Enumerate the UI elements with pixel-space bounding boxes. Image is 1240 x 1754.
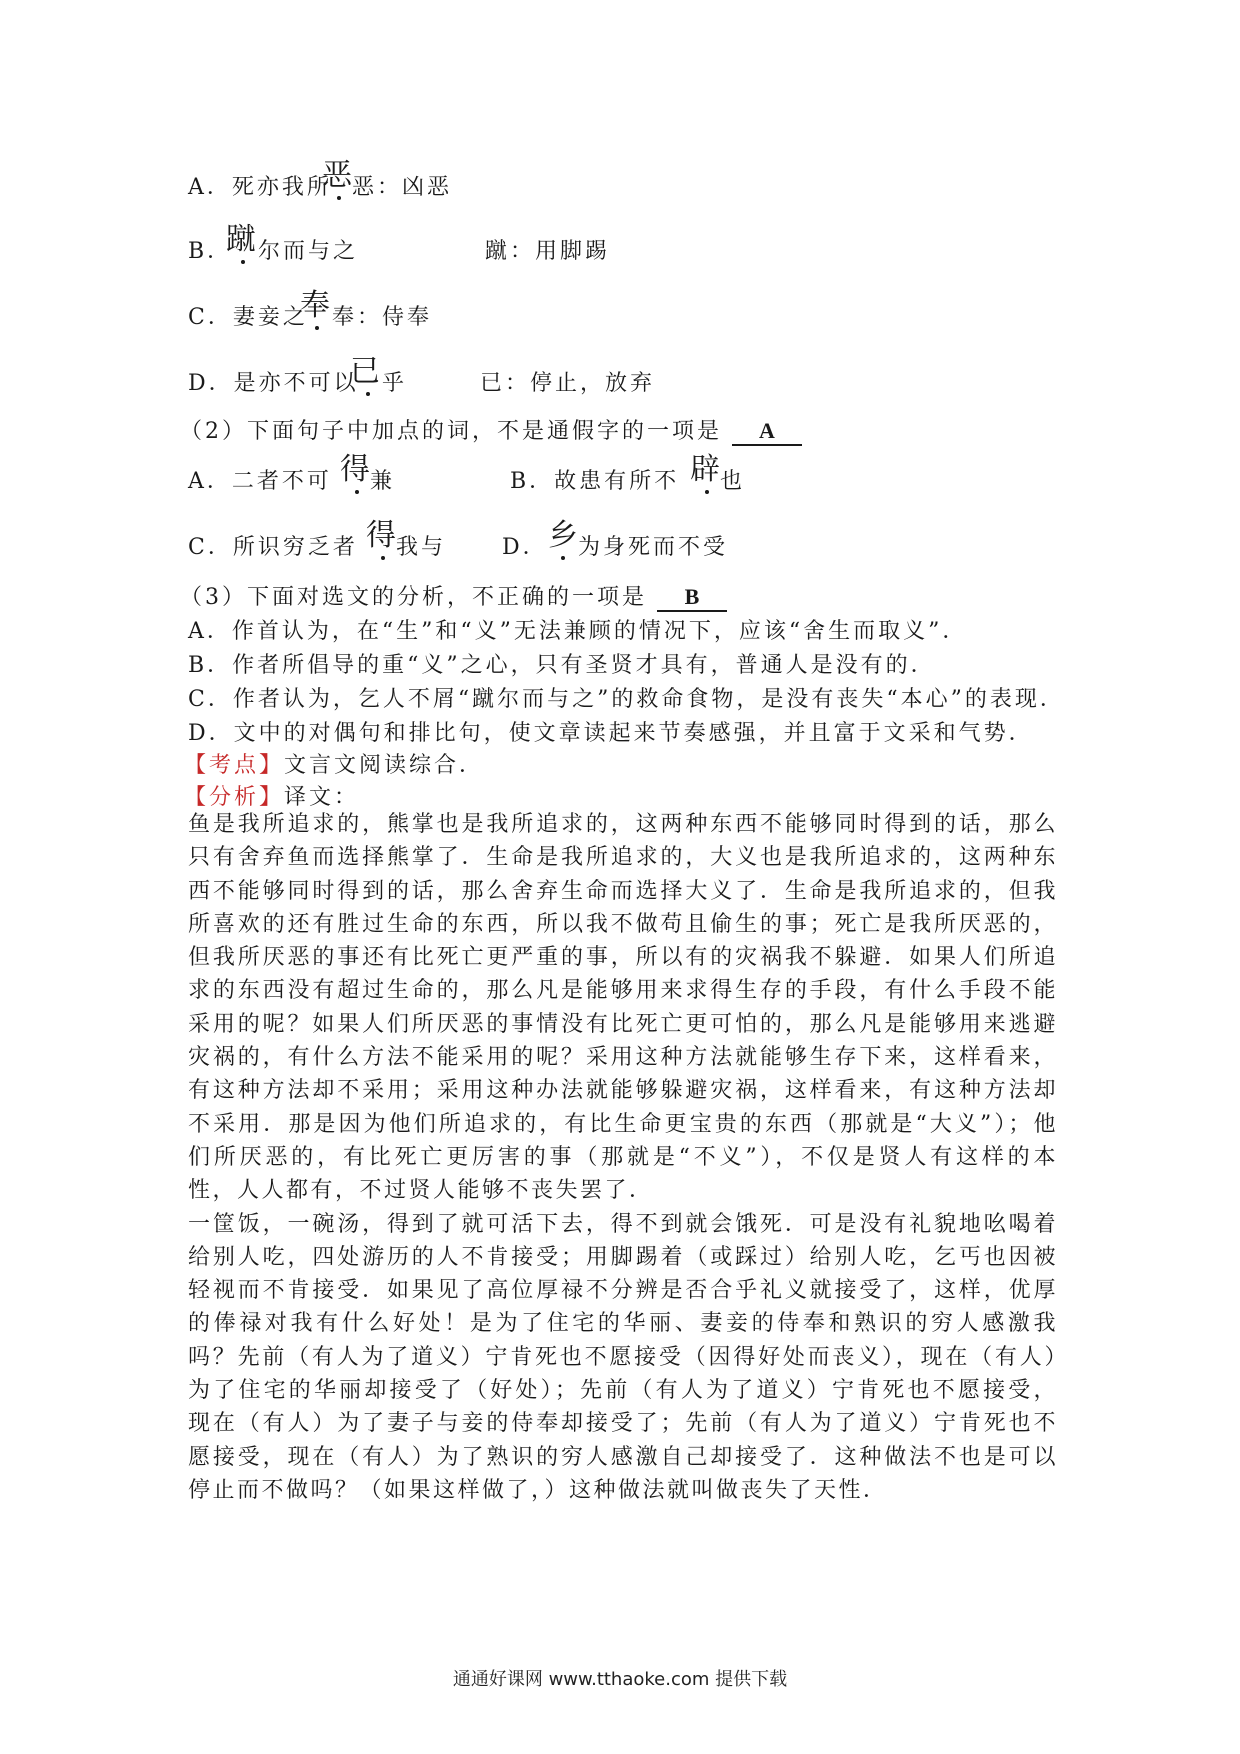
q2-option-c-suffix: 我与 (396, 535, 447, 560)
emphasis-dot (241, 260, 245, 264)
emphasis-dot (705, 490, 709, 494)
emphasis-dot (315, 326, 319, 330)
emphasis-dot (561, 556, 565, 560)
q2-option-a-big: 得 (340, 452, 370, 487)
q2-option-d-big: 乡 (548, 518, 578, 553)
q1-option-a-suffix: 恶：凶恶 (352, 175, 453, 200)
emphasis-dot (337, 196, 341, 200)
q3-question (180, 580, 727, 612)
fenxi-tag: 【分析】 (184, 785, 285, 810)
emphasis-dot (355, 490, 359, 494)
q1-option-a-prefix: A．死亦我所 (188, 175, 332, 200)
kaodian-line (184, 748, 484, 779)
fenxi-line (184, 780, 359, 811)
q2-option-d-prefix: D． (502, 535, 548, 560)
q3-option-d: D．文中的对偶句和排比句，使文章读起来节奏感强，并且富于文采和气势． (188, 721, 1034, 746)
q1-option-b-big: 蹴 (226, 222, 256, 257)
q2-option-a-suffix: 兼 (370, 469, 396, 494)
q2-option-c-big: 得 (366, 518, 396, 553)
q3-answer: B (657, 584, 727, 612)
q3-option-c: C．作者认为，乞人不屑“蹴尔而与之”的救命食物，是没有丧失“本心”的表现． (188, 687, 1065, 712)
kaodian-tag: 【考点】 (184, 753, 285, 778)
translation-paragraph-1: 鱼是我所追求的，熊掌也是我所追求的，这两种东西不能够同时得到的话，那么只有舍弃鱼而选择熊掌了．生命是我所追求的，大义也是我所追求的，这两种东西不能够同时得到的话，那么舍弃生命而选择大义了．生命是我所追求的，但我所喜欢的还有胜过生命的东西，所以我不做苟且偷生的事；死亡是我所厌恶的，但我所厌恶的事还有比死亡更严重的事，所以有的灾祸我不躲避．如果人们所追求的东西没有超过生命的，那么凡是能够用来求得生存的手段，有什么手段不能采用的呢？如果人们所厌恶的事情没有比死亡更可怕的，那么凡是能够用来逃避灾祸的，有什么方法不能采用的呢？采用这种方法就能够生存下来，这样看来，有这种方法却不采用；采用这种办法就能够躲避灾祸，这样看来，有这种方法却不采用．那是因为他们所追求的，有比生命更宝贵的东西（那就是“大义”）；他们所厌恶的，有比死亡更厉害的事（那就是“不义”），不仅是贤人有这样的本性，人人都有，不过贤人能够不丧失罢了． (188, 812, 1058, 1204)
q2-question (180, 414, 802, 446)
q1-option-c-prefix: C．妻妾之 (188, 305, 308, 330)
q2-question-text: （2）下面句子中加点的词，不是通假字的一项是 (180, 419, 722, 444)
emphasis-dot (381, 556, 385, 560)
q3-question-text: （3）下面对选文的分析，不正确的一项是 (180, 585, 647, 610)
q2-option-b-big: 辟 (690, 452, 720, 487)
q1-option-b-prefix: B． (188, 239, 233, 264)
q1-option-d-suffix: 乎 (382, 371, 408, 396)
kaodian-text: 文言文阅读综合． (284, 753, 485, 778)
q2-option-b-prefix: B．故患有所不 (510, 469, 680, 494)
q1-option-c-suffix: 奉：侍奉 (332, 305, 433, 330)
q1-option-d-prefix: D．是亦不可以 (188, 371, 359, 396)
emphasis-dot (366, 392, 370, 396)
q2-option-d-suffix: 为身死而不受 (578, 535, 729, 560)
q1-option-a (188, 170, 332, 201)
fenxi-text: 译文： (284, 785, 360, 810)
q1-option-b-suffix: 尔而与之 (258, 239, 359, 264)
q1-option-c-big: 奉 (300, 288, 330, 323)
q1-option-d-note: 已：停止，放弃 (480, 371, 656, 396)
page-footer: 通通好课网 www.tthaoke.com 提供下载 (452, 1669, 788, 1690)
q2-option-b-suffix: 也 (720, 469, 746, 494)
q2-option-c-prefix: C．所识穷乏者 (188, 535, 358, 560)
q3-option-b: B．作者所倡导的重“义”之心，只有圣贤才具有，普通人是没有的． (188, 653, 936, 678)
q1-option-a-big: 恶 (322, 158, 352, 193)
translation-paragraph-2: 一筐饭，一碗汤，得到了就可活下去，得不到就会饿死．可是没有礼貌地吆喝着给别人吃，四处游历的人不肯接受；用脚踢着（或踩过）给别人吃，乞丐也因被轻视而不肯接受．如果见了高位厚禄不分辨是否合乎礼义就接受了，这样，优厚的俸禄对我有什么好处！是为了住宅的华丽、妻妾的侍奉和熟识的穷人感激我吗？先前（有人为了道义）宁肯死也不愿接受（因得好处而丧义），现在（有人）为了住宅的华丽却接受了（好处）；先前（有人为了道义）宁肯死也不愿接受，现在（有人）为了妻子与妾的侍奉却接受了；先前（有人为了道义）宁肯死也不愿接受，现在（有人）为了熟识的穷人感激自己却接受了．这种做法不也是可以停止而不做吗？（如果这样做了，）这种做法就叫做丧失了天性． (188, 1211, 1058, 1503)
q1-option-d-big: 已 (350, 354, 380, 389)
q2-option-a-prefix: A．二者不可 (188, 469, 332, 494)
q1-option-b-note: 蹴：用脚踢 (485, 239, 611, 264)
q2-answer: A (732, 418, 802, 446)
translation-body (188, 808, 1058, 1507)
q3-option-a: A．作首认为，在“生”和“义”无法兼顾的情况下，应该“舍生而取义”． (188, 619, 968, 644)
